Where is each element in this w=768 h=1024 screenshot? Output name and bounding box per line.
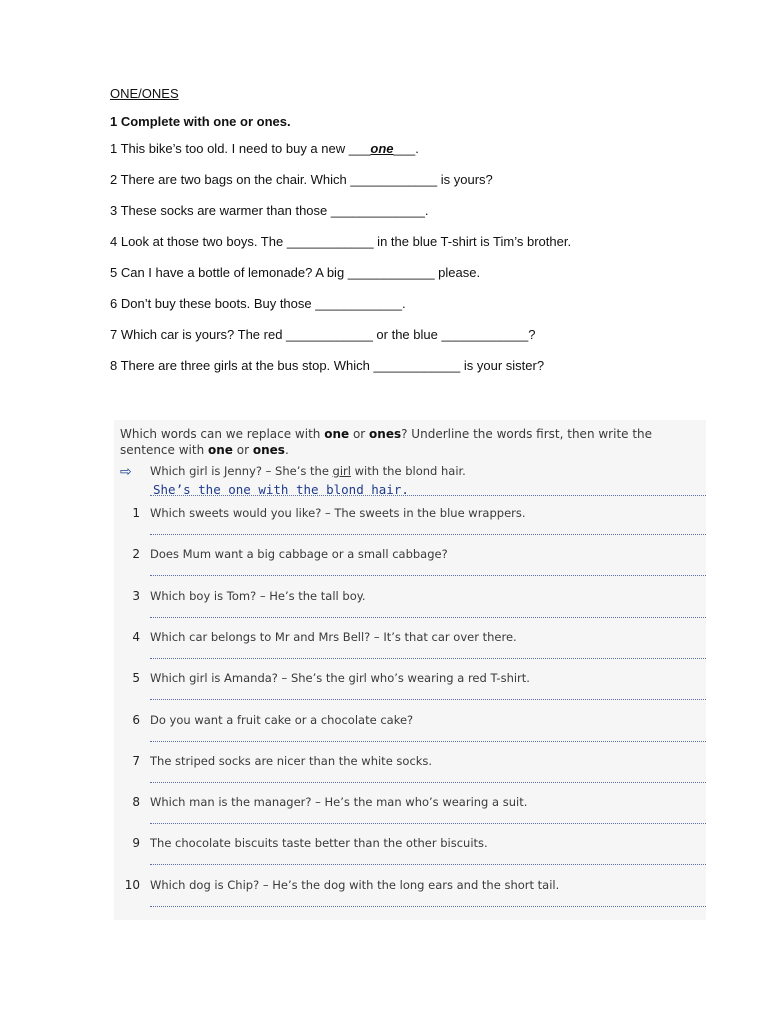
question-5: 5 Can I have a bottle of lemonade? A big ____________ please. [110,265,481,280]
instr-part: or [349,427,370,441]
exercise-two-scan [114,420,706,920]
item-number: 8 [132,795,140,810]
item-number: 5 [132,671,140,686]
item-number: 1 [132,506,140,520]
answer-line[interactable] [150,782,706,783]
item-number: 7 [132,753,140,768]
instr-part: ? Underline the words first, then write the sentence with [120,427,653,457]
item-sentence: Does Mum want a big cabbage or a small cabbage? [150,547,448,562]
example-text: with the blond hair. [350,464,466,478]
item-number: 10 [124,877,140,892]
answer-line[interactable] [150,699,706,700]
example-text: Which girl is Jenny? – She’s the [150,464,333,478]
instr-bold: one [324,427,350,441]
item-number: 6 [132,712,140,727]
item-number: 4 [132,629,140,644]
question-2: 2 There are two bags on the chair. Which ____________ is yours? [110,172,493,187]
exercise-instruction: 1 Complete with one or ones. [110,114,291,129]
question-answer: one [370,141,394,156]
example-handwritten-answer: She’s the one with the blond hair. [153,482,409,497]
answer-line[interactable] [150,864,706,865]
question-8: 8 There are three girls at the bus stop. Which ____________ is your sister? [110,358,545,373]
arrow-right-icon: ⇨ [120,464,132,480]
item-sentence: The striped socks are nicer than the white socks. [150,753,433,768]
item-sentence: Which dog is Chip? – He’s the dog with the long ears and the short tail. [150,877,560,892]
question-6: 6 Don’t buy these boots. Buy those ____________. [110,296,406,311]
question-1 [110,142,710,173]
item-number: 2 [132,547,140,562]
item-sentence: Which boy is Tom? – He’s the tall boy. [150,588,366,603]
instr-part: Which words can we replace with [120,427,325,441]
item-sentence: Which sweets would you like? – The sweets in the blue wrappers. [150,506,526,520]
item-number: 9 [132,836,140,851]
exercise-one [110,86,710,390]
question-3: 3 These socks are warmer than those _____________. [110,203,429,218]
answer-line[interactable] [150,741,706,742]
answer-line[interactable] [150,534,706,535]
worksheet-title: ONE/ONES [110,86,179,101]
instr-bold: ones [369,427,402,441]
answer-line[interactable] [150,617,706,618]
answer-line[interactable] [150,575,706,576]
instr-part: or [232,443,253,457]
item-sentence: The chocolate biscuits taste better than the other biscuits. [150,836,488,851]
question-text: 1 This bike’s too old. I need to buy a new ___ [110,141,371,156]
item-sentence: Which girl is Amanda? – She’s the girl who’s wearing a red T-shirt. [150,671,530,686]
question-4: 4 Look at those two boys. The ____________ in the blue T-shirt is Tim’s brother. [110,234,572,249]
item-sentence: Which man is the manager? – He’s the man who’s wearing a suit. [150,795,528,810]
example-underlined-word: girl [332,464,351,478]
answer-line[interactable] [150,823,706,824]
item-sentence: Which car belongs to Mr and Mrs Bell? – It’s that car over there. [150,629,517,644]
item-sentence: Do you want a fruit cake or a chocolate cake? [150,712,414,727]
example-sentence [150,464,466,478]
item-number: 3 [132,588,140,603]
question-7: 7 Which car is yours? The red ____________ or the blue ____________? [110,327,536,342]
instr-part: . [284,443,289,457]
instr-bold: ones [252,443,285,457]
answer-line[interactable] [150,658,706,659]
question-text-end: ___. [393,141,419,156]
exercise-two-instruction [120,426,700,458]
instr-bold: one [208,443,233,457]
answer-line [150,495,706,496]
answer-line[interactable] [150,906,706,907]
